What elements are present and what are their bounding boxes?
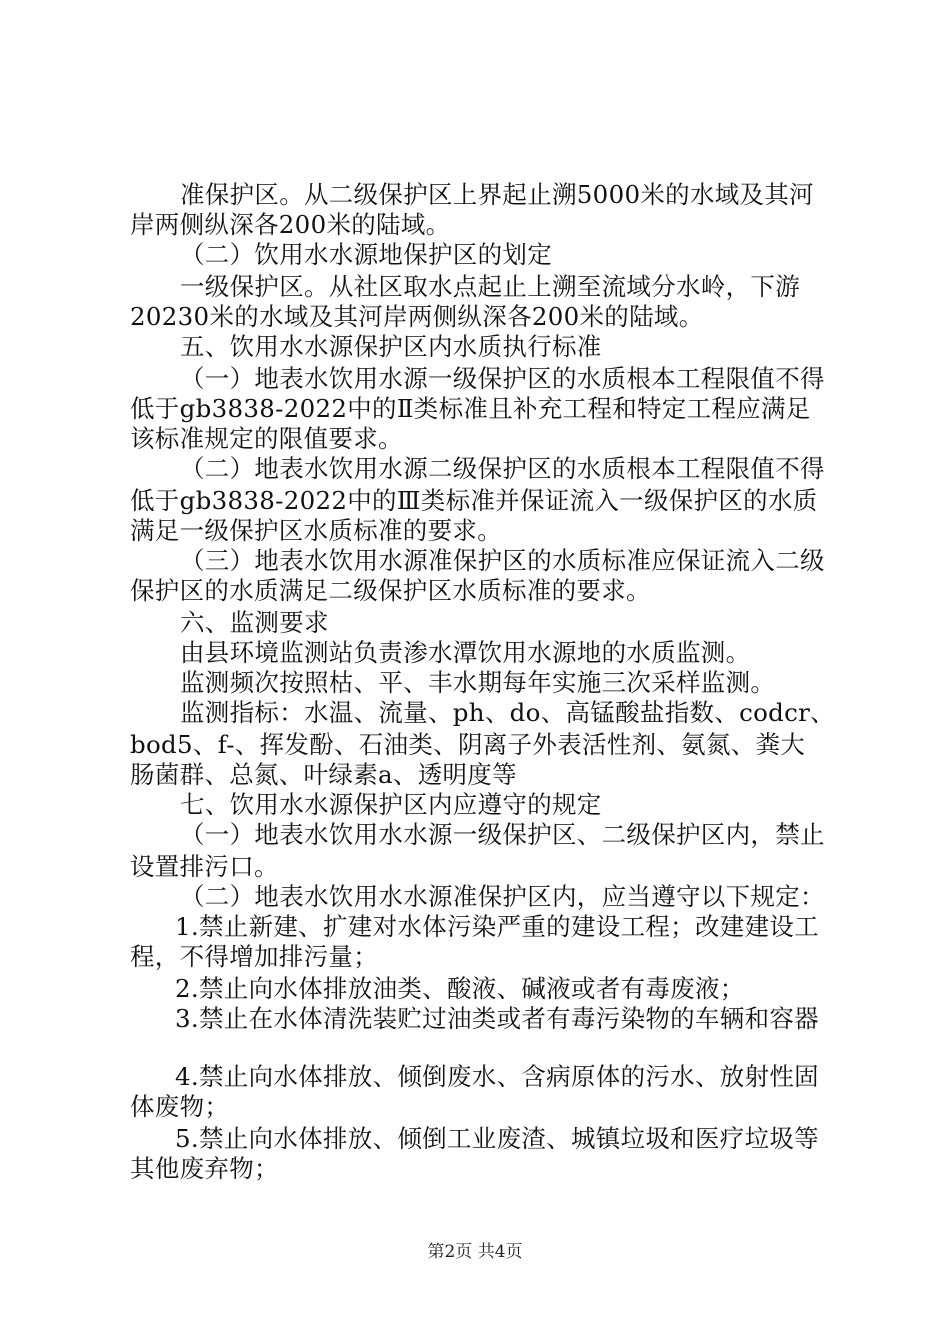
section-heading: 六、监测要求	[180, 608, 329, 637]
text-line: 程，不得增加排污量；	[130, 942, 378, 971]
text-line: 1.禁止新建、扩建对水体污染严重的建设工程；改建建设工	[175, 912, 819, 941]
text-line: bod5、f-、挥发酚、石油类、阴离子外表活性剂、氨氮、粪大	[130, 730, 806, 759]
text-line: 低于gb3838-2022中的Ⅱ类标准且补充工程和特定工程应满足	[130, 394, 811, 423]
text-line: 准保护区。从二级保护区上界起止溯5000米的水域及其河	[180, 180, 814, 209]
text-line: 保护区的水质满足二级保护区水质标准的要求。	[130, 576, 651, 605]
text-line: （二）地表水饮用水源二级保护区的水质根本工程限值不得	[180, 454, 825, 483]
text-line: 肠菌群、总氮、叶绿素a、透明度等	[130, 760, 517, 789]
text-line: 监测指标：水温、流量、ph、do、高锰酸盐指数、codcr、	[180, 698, 835, 727]
text-line: 该标准规定的限值要求。	[130, 424, 403, 453]
text-line: （一）地表水饮用水水源一级保护区、二级保护区内，禁止	[180, 820, 825, 849]
text-line: 低于gb3838-2022中的Ⅲ类标准并保证流入一级保护区的水质	[130, 486, 818, 515]
text-line: 20230米的水域及其河岸两侧纵深各200米的陆域。	[130, 302, 704, 331]
text-line: 由县环境监测站负责渗水潭饮用水源地的水质监测。	[180, 638, 751, 667]
text-line: 岸两侧纵深各200米的陆域。	[130, 210, 451, 239]
text-line: 设置排污口。	[130, 852, 279, 881]
text-line: 满足一级保护区水质标准的要求。	[130, 516, 502, 545]
text-line: 5.禁止向水体排放、倾倒工业废渣、城镇垃圾和医疗垃圾等	[175, 1124, 819, 1153]
text-line: （二）地表水饮用水水源准保护区内，应当遵守以下规定：	[180, 882, 825, 911]
text-line: 一级保护区。从社区取水点起止上溯至流域分水岭，下游	[180, 272, 800, 301]
section-heading: 七、饮用水水源保护区内应遵守的规定	[180, 790, 602, 819]
text-line: 4.禁止向水体排放、倾倒废水、含病原体的污水、放射性固	[175, 1062, 819, 1091]
text-line: 体废物；	[130, 1092, 230, 1121]
text-line: 监测频次按照枯、平、丰水期每年实施三次采样监测。	[180, 668, 776, 697]
text-line: 3.禁止在水体清洗装贮过油类或者有毒污染物的车辆和容器	[175, 1004, 819, 1033]
text-line: （一）地表水饮用水源一级保护区的水质根本工程限值不得	[180, 364, 825, 393]
page-number-footer: 第2页 共4页	[427, 1242, 523, 1262]
text-line: 其他废弃物；	[130, 1154, 279, 1183]
section-heading: （二）饮用水水源地保护区的划定	[180, 240, 552, 269]
section-heading: 五、饮用水水源保护区内水质执行标准	[180, 332, 602, 361]
text-line: （三）地表水饮用水源准保护区的水质标准应保证流入二级	[180, 546, 825, 575]
text-line: 2.禁止向水体排放油类、酸液、碱液或者有毒废液；	[175, 974, 745, 1003]
